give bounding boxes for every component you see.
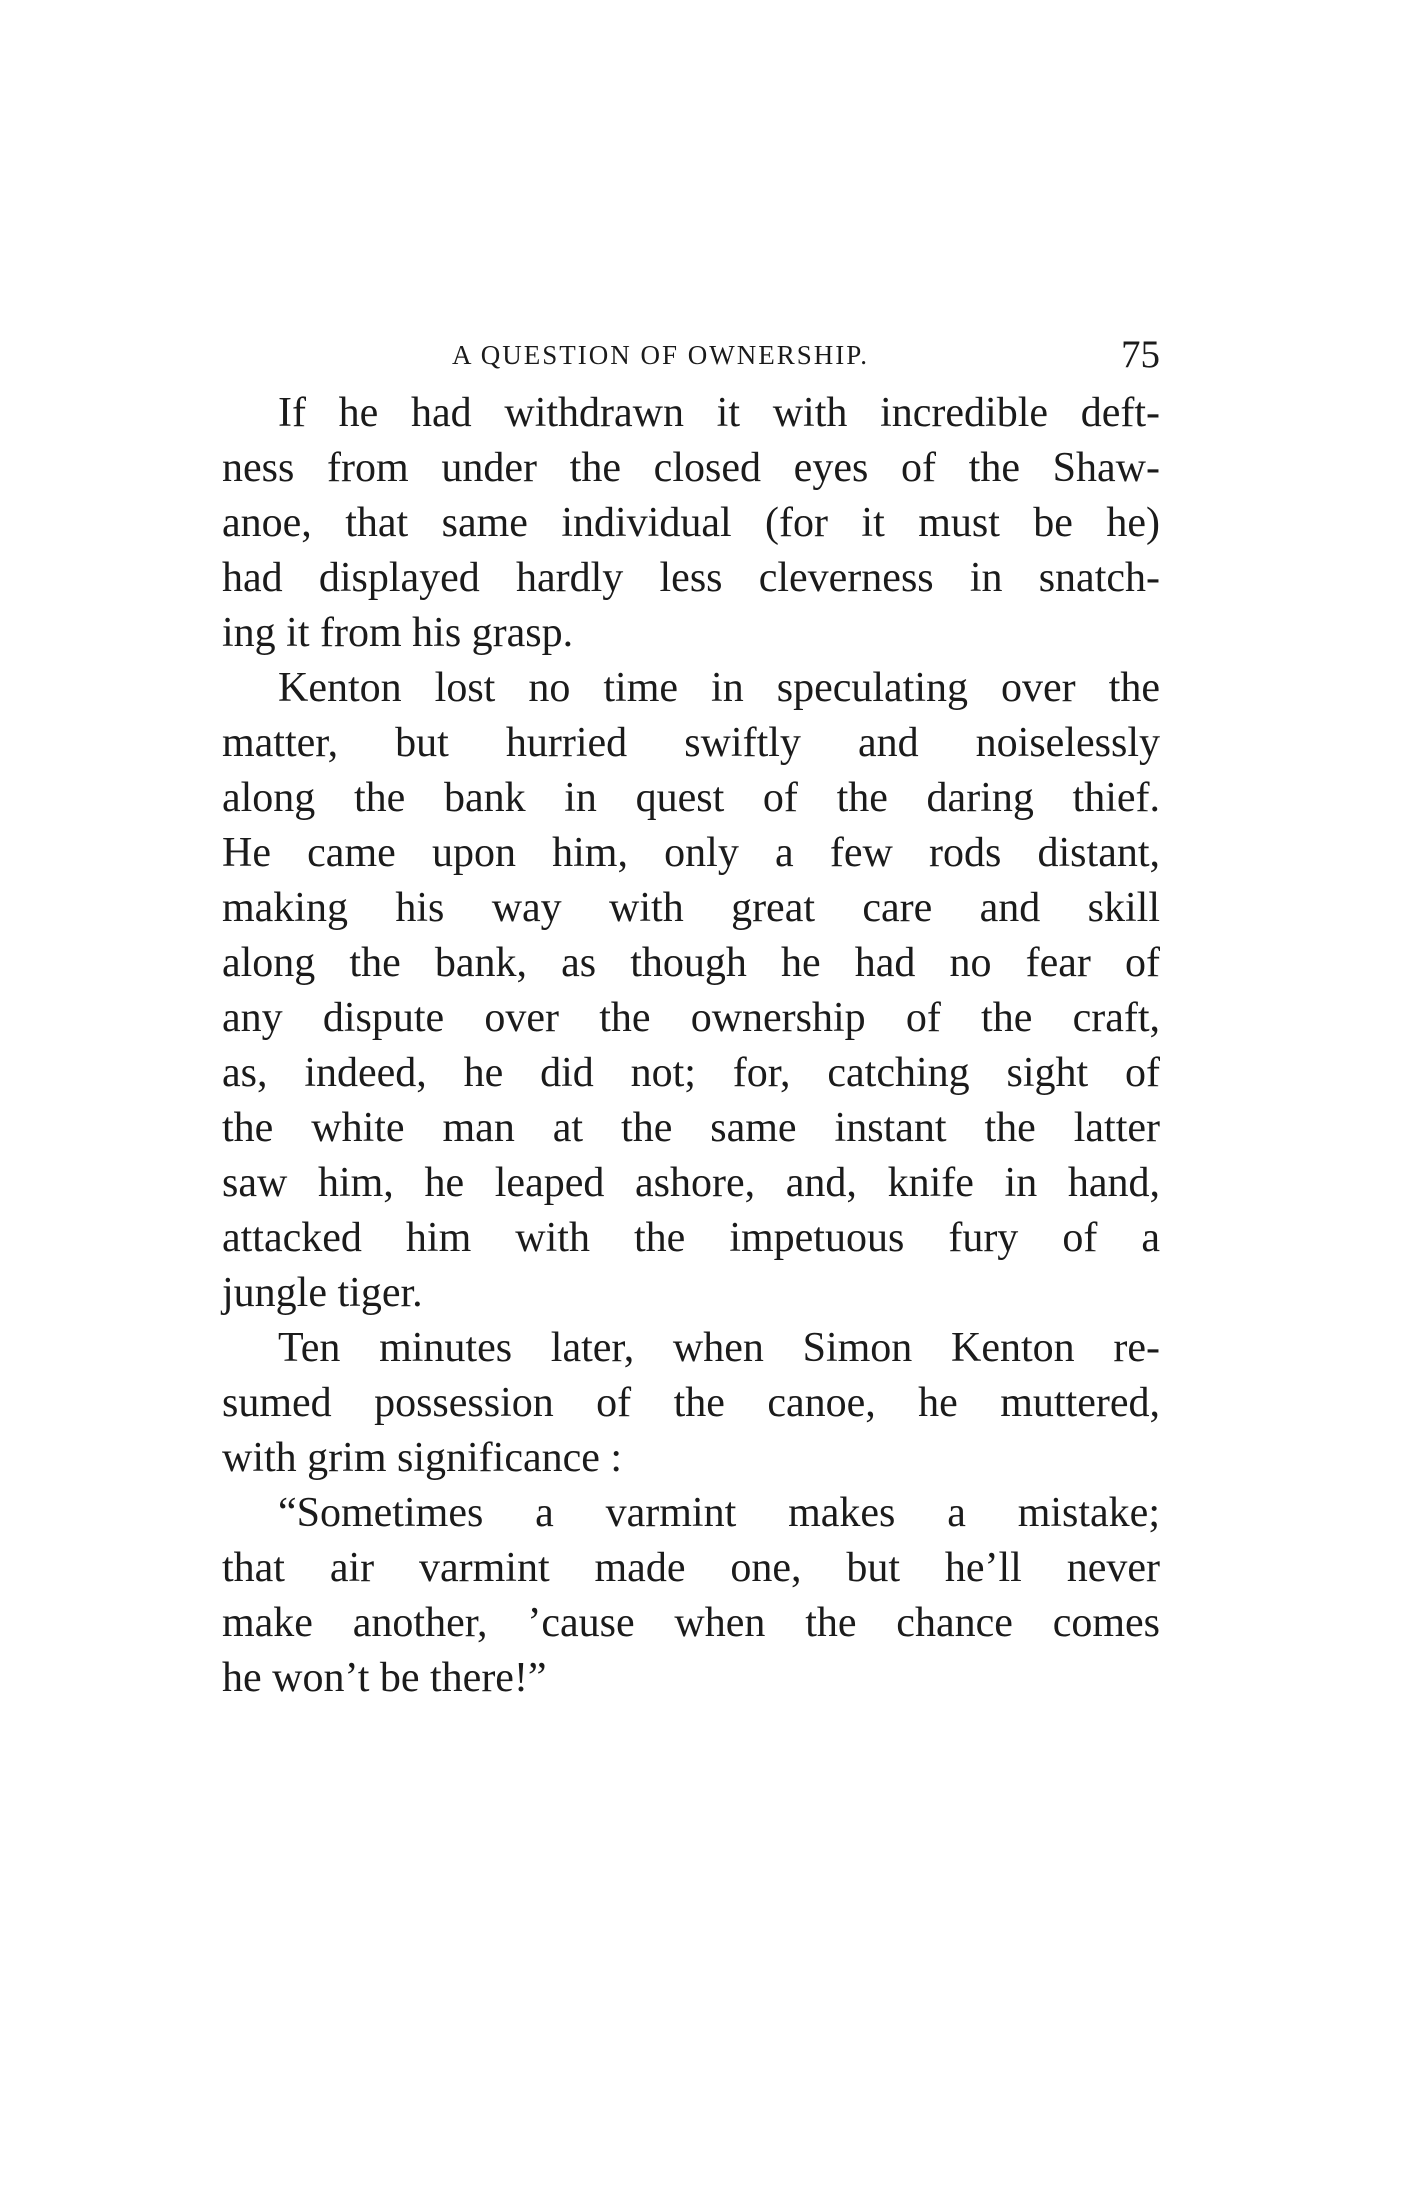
paragraph bbox=[222, 661, 1160, 1321]
text-line: as, indeed, he did not; for, catching sight of bbox=[222, 1050, 1160, 1096]
text-line: making his way with great care and skill bbox=[222, 885, 1160, 931]
running-title: A QUESTION OF OWNERSHIP. bbox=[452, 340, 870, 370]
text-line: that air varmint made one, but he’ll never bbox=[222, 1545, 1160, 1591]
paragraph bbox=[222, 1486, 1160, 1706]
text-line: Kenton lost no time in speculating over the bbox=[278, 665, 1160, 711]
text-line: If he had withdrawn it with incredible deft- bbox=[278, 390, 1160, 436]
body-text bbox=[222, 386, 1160, 1706]
text-line: jungle tiger. bbox=[222, 1270, 423, 1316]
text-line: matter, but hurried swiftly and noiselessly bbox=[222, 720, 1160, 766]
text-line: make another, ’cause when the chance comes bbox=[222, 1600, 1160, 1646]
text-line: he won’t be there!” bbox=[222, 1655, 547, 1701]
text-line: ing it from his grasp. bbox=[222, 610, 574, 656]
text-line: Ten minutes later, when Simon Kenton re- bbox=[278, 1325, 1160, 1371]
text-line: attacked him with the impetuous fury of a bbox=[222, 1215, 1160, 1261]
paragraph bbox=[222, 1321, 1160, 1486]
text-line: along the bank in quest of the daring thief. bbox=[222, 775, 1160, 821]
running-head bbox=[222, 332, 1160, 382]
text-line: sumed possession of the canoe, he muttered, bbox=[222, 1380, 1160, 1426]
text-line: ness from under the closed eyes of the Shaw- bbox=[222, 445, 1160, 491]
text-line: with grim significance : bbox=[222, 1435, 623, 1481]
text-line: “Sometimes a varmint makes a mistake; bbox=[278, 1490, 1160, 1536]
paragraph bbox=[222, 386, 1160, 661]
text-line: had displayed hardly less cleverness in snatch- bbox=[222, 555, 1160, 601]
text-line: anoe, that same individual (for it must be he) bbox=[222, 500, 1160, 546]
text-line: any dispute over the ownership of the craft, bbox=[222, 995, 1160, 1041]
text-line: He came upon him, only a few rods distant, bbox=[222, 830, 1160, 876]
text-line: the white man at the same instant the latter bbox=[222, 1105, 1160, 1151]
text-line: saw him, he leaped ashore, and, knife in hand, bbox=[222, 1160, 1160, 1206]
page-number: 75 bbox=[1121, 333, 1160, 376]
text-line: along the bank, as though he had no fear of bbox=[222, 940, 1160, 986]
